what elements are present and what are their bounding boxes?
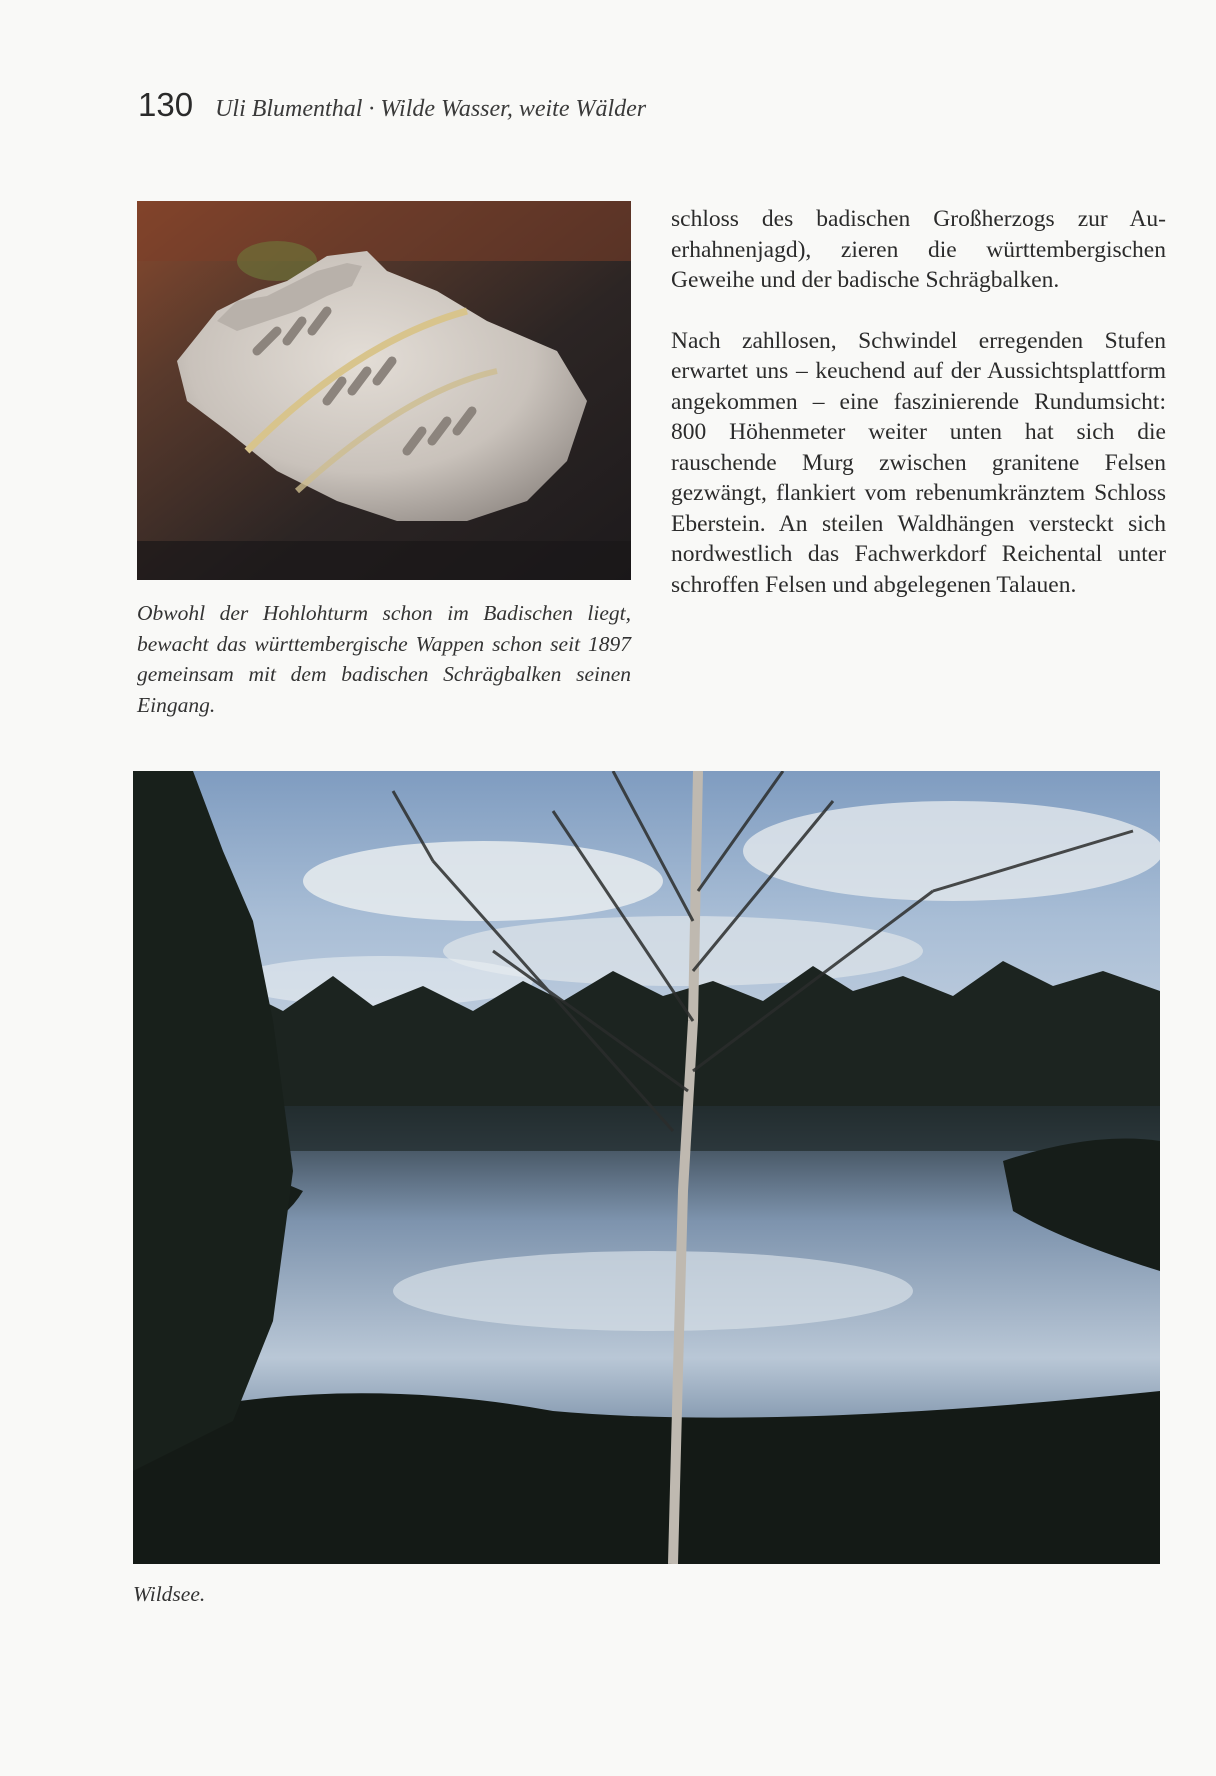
running-title: Uli Blumenthal · Wilde Wasser, weite Wälder — [215, 96, 647, 122]
paragraph-1: schloss des badischen Großherzogs zur Auerhahnenjagd), zieren die württembergischen Geweihe und der badische Schrägbalken. — [671, 206, 1166, 293]
wildsee-photo — [133, 771, 1160, 1564]
running-head — [138, 86, 646, 136]
coat-of-arms-photo — [137, 201, 631, 580]
wildsee-caption: Wildsee. — [133, 1582, 206, 1606]
paragraph-2: Nach zahllosen, Schwindel erregenden Stufen erwartet uns – keuchend auf der Aussichtsplattform angekommen – eine faszinierende Rundumsicht: 800 Höhenmeter weiter unten hat sich die rauschende Murg zwischen granitene Felsen gezwängt, flankiert vom rebenumkränztem Schloss Eberstein. An steilen Waldhängen versteckt sich nordwestlich das Fachwerkdorf Reichental unter schroffen Felsen und abgelegenen Talauen. — [671, 327, 1166, 598]
wildsee-image — [133, 771, 1160, 1564]
page-number: 130 — [138, 86, 194, 123]
body-text — [671, 204, 1166, 600]
coat-of-arms-caption: Obwohl der Hohlohturm schon im Badischen liegt, bewacht das württembergische Wappen schon seit 1897 gemeinsam mit dem badischen Schrägbalken seinen Eingang. — [137, 601, 631, 717]
coat-of-arms-image — [137, 201, 631, 580]
